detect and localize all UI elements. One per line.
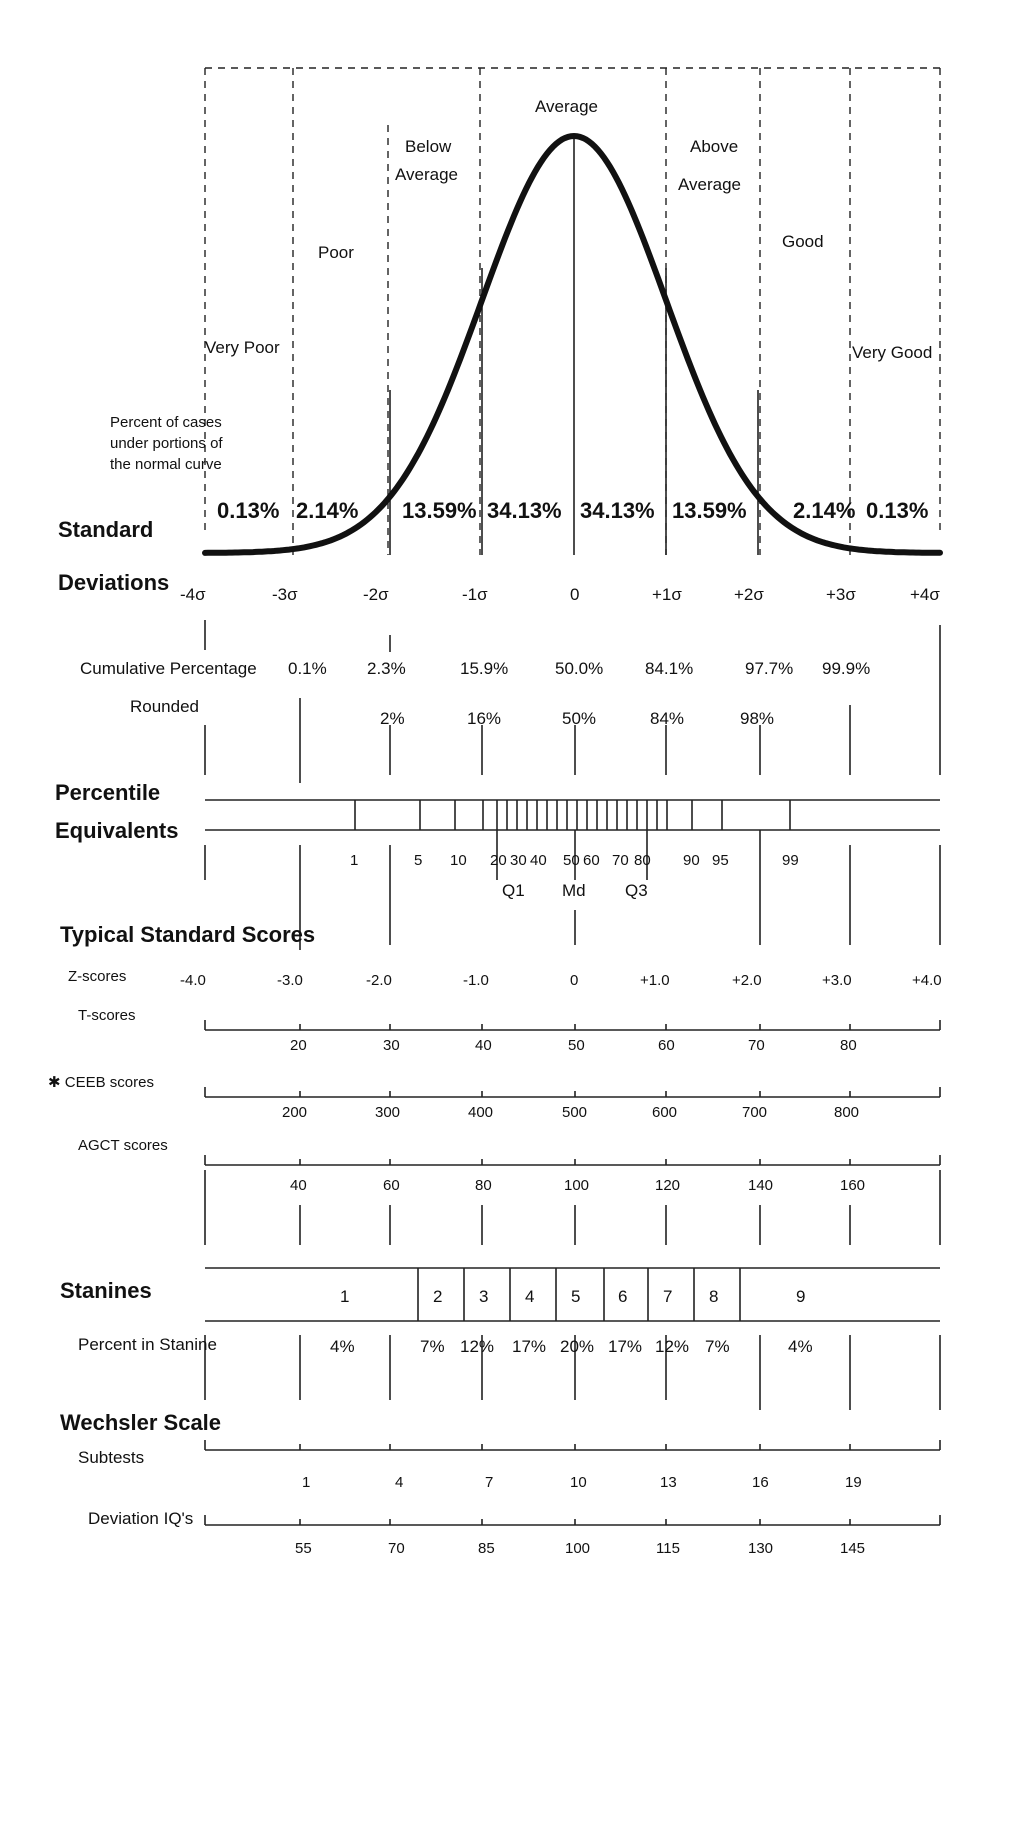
stanine-7: 7 xyxy=(663,1287,673,1306)
typical-scores-label: Typical Standard Scores xyxy=(60,922,316,947)
region-above-average-2: Average xyxy=(678,175,742,194)
ceeb-score-3: 500 xyxy=(562,1104,588,1121)
z-score-4: 0 xyxy=(570,972,579,989)
percentile-99: 99 xyxy=(782,852,799,869)
sigma-lines xyxy=(390,136,758,555)
agct-scores-label: AGCT scores xyxy=(78,1137,168,1154)
stanine-pct-values xyxy=(330,1337,813,1356)
t-score-1: 30 xyxy=(383,1037,400,1054)
region-average: Average xyxy=(535,97,599,116)
percent-row xyxy=(217,498,928,523)
agct-score-3: 100 xyxy=(564,1177,590,1194)
deviation-iq-label: Deviation IQ's xyxy=(88,1509,194,1528)
t-score-6: 80 xyxy=(840,1037,857,1054)
stanine-5: 5 xyxy=(571,1287,581,1306)
z-score-6: +2.0 xyxy=(732,972,762,989)
region-boxes xyxy=(205,68,940,555)
cumulative-0: 0.1% xyxy=(288,659,327,678)
agct-score-6: 160 xyxy=(840,1177,866,1194)
scale-lines xyxy=(205,1020,940,1525)
std-tick-p4: +4σ xyxy=(910,585,940,604)
cumulative-1: 2.3% xyxy=(367,659,406,678)
t-score-3: 50 xyxy=(568,1037,585,1054)
region-good: Good xyxy=(782,232,824,251)
stanine-values xyxy=(340,1287,805,1306)
quartile-md: Md xyxy=(562,881,586,900)
rounded-label: Rounded xyxy=(130,697,200,716)
percent-cases-label-3: the normal curve xyxy=(110,456,222,473)
z-score-3: -1.0 xyxy=(463,972,489,989)
iq-values xyxy=(295,1540,865,1557)
z-score-values xyxy=(180,972,942,989)
percent-cases-label-2: under portions of xyxy=(110,435,223,452)
percentile-90: 90 xyxy=(683,852,700,869)
agct-score-2: 80 xyxy=(475,1177,492,1194)
percentile-10: 10 xyxy=(450,852,467,869)
cumulative-label: Cumulative Percentage xyxy=(80,659,257,678)
percent-1: 2.14% xyxy=(296,498,359,523)
t-scores-label: T-scores xyxy=(78,1007,136,1024)
z-scores-label: Z-scores xyxy=(68,968,127,985)
std-tick-0: 0 xyxy=(570,585,580,604)
ceeb-score-values xyxy=(282,1104,859,1121)
subtest-6: 19 xyxy=(845,1474,862,1491)
cumulative-5: 97.7% xyxy=(745,659,794,678)
percentile-50: 50 xyxy=(563,852,580,869)
ceeb-score-6: 800 xyxy=(834,1104,860,1121)
std-dev-label-1: Standard xyxy=(58,517,154,542)
z-score-8: +4.0 xyxy=(912,972,942,989)
region-very-poor: Very Poor xyxy=(205,338,280,357)
stanine-9: 9 xyxy=(796,1287,806,1306)
subtest-2: 7 xyxy=(485,1474,494,1491)
std-dev-ticks xyxy=(180,585,940,604)
std-tick-m2: -2σ xyxy=(363,585,389,604)
percent-3: 34.13% xyxy=(487,498,562,523)
percentile-5: 5 xyxy=(414,852,423,869)
wechsler-label: Wechsler Scale xyxy=(60,1410,222,1435)
percentile-labels xyxy=(350,852,799,869)
t-score-0: 20 xyxy=(290,1037,307,1054)
percentile-band xyxy=(205,800,940,830)
percent-6: 2.14% xyxy=(793,498,856,523)
agct-score-4: 120 xyxy=(655,1177,681,1194)
iq-4: 115 xyxy=(656,1540,680,1557)
percent-0: 0.13% xyxy=(217,498,280,523)
stanine-1: 1 xyxy=(340,1287,350,1306)
percentile-20: 20 xyxy=(490,852,507,869)
stanine-pct-2: 7% xyxy=(420,1337,445,1356)
t-score-values xyxy=(290,1037,857,1054)
subtest-3: 10 xyxy=(570,1474,587,1491)
agct-score-0: 40 xyxy=(290,1177,307,1194)
std-tick-m3: -3σ xyxy=(272,585,298,604)
rounded-1: 16% xyxy=(467,709,502,728)
t-score-5: 70 xyxy=(748,1037,765,1054)
stanine-2: 2 xyxy=(433,1287,443,1306)
stanines-label: Stanines xyxy=(60,1278,152,1303)
cumulative-4: 84.1% xyxy=(645,659,694,678)
percentile-40: 40 xyxy=(530,852,547,869)
subtest-1: 4 xyxy=(395,1474,404,1491)
rounded-3: 84% xyxy=(650,709,685,728)
subtest-values xyxy=(302,1474,862,1491)
percent-cases-label-1: Percent of cases xyxy=(110,414,222,431)
region-below-average-1: Below xyxy=(405,137,452,156)
ceeb-score-0: 200 xyxy=(282,1104,308,1121)
std-tick-m1: -1σ xyxy=(462,585,488,604)
percent-7: 0.13% xyxy=(866,498,929,523)
stanine-pct-label: Percent in Stanine xyxy=(78,1335,217,1354)
region-above-average-1: Above xyxy=(690,137,739,156)
subtest-5: 16 xyxy=(752,1474,769,1491)
iq-5: 130 xyxy=(748,1540,774,1557)
std-tick-p2: +2σ xyxy=(734,585,764,604)
percentile-label-2: Equivalents xyxy=(55,818,179,843)
ceeb-score-5: 700 xyxy=(742,1104,768,1121)
stanine-4: 4 xyxy=(525,1287,535,1306)
stanine-pct-7: 12% xyxy=(655,1337,690,1356)
percentile-70: 70 xyxy=(612,852,629,869)
iq-1: 70 xyxy=(388,1540,405,1557)
percentile-1: 1 xyxy=(350,852,359,869)
iq-3: 100 xyxy=(565,1540,591,1557)
subtest-0: 1 xyxy=(302,1474,311,1491)
ceeb-score-4: 600 xyxy=(652,1104,678,1121)
stanine-pct-3: 12% xyxy=(460,1337,495,1356)
std-dev-label-2: Deviations xyxy=(58,570,170,595)
percentile-30: 30 xyxy=(510,852,527,869)
iq-0: 55 xyxy=(295,1540,312,1557)
z-score-1: -3.0 xyxy=(277,972,303,989)
ceeb-scores-label: ✱ CEEB scores xyxy=(48,1074,154,1091)
cumulative-2: 15.9% xyxy=(460,659,509,678)
percentile-80: 80 xyxy=(634,852,651,869)
stanine-pct-4: 17% xyxy=(512,1337,547,1356)
stanine-6: 6 xyxy=(618,1287,628,1306)
rounded-2: 50% xyxy=(562,709,597,728)
z-score-5: +1.0 xyxy=(640,972,670,989)
z-score-2: -2.0 xyxy=(366,972,392,989)
agct-score-5: 140 xyxy=(748,1177,774,1194)
stanine-pct-5: 20% xyxy=(560,1337,595,1356)
cumulative-3: 50.0% xyxy=(555,659,604,678)
percent-5: 13.59% xyxy=(672,498,747,523)
percent-2: 13.59% xyxy=(402,498,477,523)
agct-score-values xyxy=(290,1177,865,1194)
stanine-pct-6: 17% xyxy=(608,1337,643,1356)
normal-curve xyxy=(205,136,940,553)
region-very-good: Very Good xyxy=(852,343,933,362)
t-score-4: 60 xyxy=(658,1037,675,1054)
ceeb-score-2: 400 xyxy=(468,1104,494,1121)
stanine-pct-9: 4% xyxy=(788,1337,813,1356)
agct-score-1: 60 xyxy=(383,1177,400,1194)
quartile-q3: Q3 xyxy=(625,881,648,900)
quartile-q1: Q1 xyxy=(502,881,525,900)
std-tick-m4: -4σ xyxy=(180,585,206,604)
percentile-label-1: Percentile xyxy=(55,780,161,805)
rounded-0: 2% xyxy=(380,709,405,728)
std-tick-p3: +3σ xyxy=(826,585,856,604)
stanine-pct-8: 7% xyxy=(705,1337,730,1356)
t-score-2: 40 xyxy=(475,1037,492,1054)
subtests-label: Subtests xyxy=(78,1448,145,1467)
region-below-average-2: Average xyxy=(395,165,459,184)
iq-2: 85 xyxy=(478,1540,495,1557)
percentile-95: 95 xyxy=(712,852,729,869)
percentile-60: 60 xyxy=(583,852,600,869)
percent-4: 34.13% xyxy=(580,498,655,523)
stanine-pct-1: 4% xyxy=(330,1337,355,1356)
cumulative-6: 99.9% xyxy=(822,659,871,678)
rounded-4: 98% xyxy=(740,709,775,728)
stanine-3: 3 xyxy=(479,1287,489,1306)
region-poor: Poor xyxy=(318,243,354,262)
z-score-0: -4.0 xyxy=(180,972,206,989)
ceeb-score-1: 300 xyxy=(375,1104,401,1121)
std-tick-p1: +1σ xyxy=(652,585,682,604)
stanine-8: 8 xyxy=(709,1287,719,1306)
subtest-4: 13 xyxy=(660,1474,677,1491)
z-score-7: +3.0 xyxy=(822,972,852,989)
iq-6: 145 xyxy=(840,1540,866,1557)
